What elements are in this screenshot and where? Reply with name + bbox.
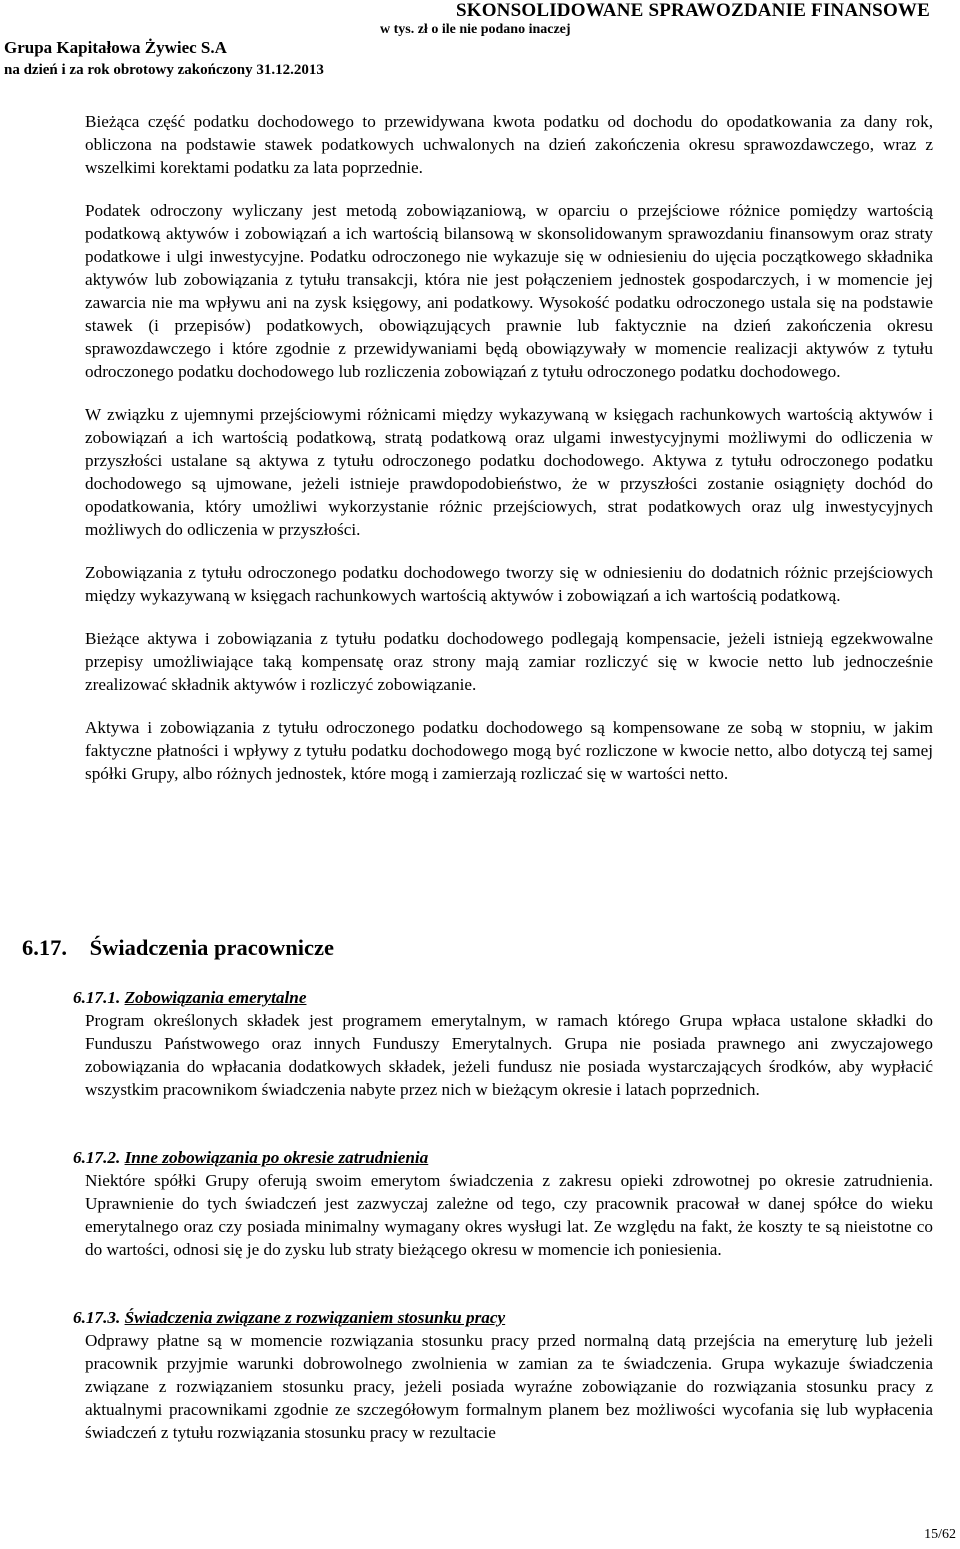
units-note: w tys. zł o ile nie podano inaczej bbox=[380, 22, 571, 37]
paragraph-deferred-tax-liabilities: Zobowiązania z tytułu odroczonego podatku dochodowego tworzy się w odniesieniu do dodatnich różnic przejściowych między wykazywaną w księgach rachunkowych wartością aktywów i zobowiązań a ich wartością podatkową. bbox=[85, 563, 933, 605]
subsection-title: Zobowiązania emerytalne bbox=[124, 988, 307, 1007]
page-number: 15/62 bbox=[924, 1527, 956, 1542]
paragraph-deferred-tax-assets: W związku z ujemnymi przejściowymi różnicami między wykazywaną w księgach rachunkowych wartością aktywów i zobowiązań a ich wartością podatkową, stratą podatkową oraz ulgami inwestycyjnymi możliwymi do odliczenia w przyszłości ustalane są aktywa z tytułu odroczonego podatku dochodowego. Aktywa z tytułu odroczonego podatku dochodowego są ujmowane, jeżeli istnieje prawdopodobieństwo, że w przyszłości zostanie osiągnięty dochód do opodatkowania, który umożliwi wykorzystanie różnic przejściowych, strat podatkowych oraz ulg inwestycyjnych możliwych do odliczenia w przyszłości. bbox=[85, 405, 933, 539]
subsection-heading bbox=[73, 1306, 933, 1329]
report-title: SKONSOLIDOWANE SPRAWOZDANIE FINANSOWE bbox=[455, 0, 930, 21]
subsection-number: 6.17.2. bbox=[73, 1148, 121, 1167]
company-name: Grupa Kapitałowa Żywiec S.A bbox=[4, 38, 227, 57]
paragraph-offsetting-current: Bieżące aktywa i zobowiązania z tytułu podatku dochodowego podlegają kompensacie, jeżeli istnieją egzekwowalne przepisy umożliwiające taką kompensatę oraz strony mają zamiar rozliczyć się w kwocie netto lub jednocześnie zrealizować składnik aktywów i rozliczyć zobowiązanie. bbox=[85, 629, 933, 694]
page-header bbox=[0, 0, 960, 80]
subsection-termination bbox=[73, 1306, 933, 1444]
section-heading bbox=[22, 935, 334, 961]
subsection-number: 6.17.3. bbox=[73, 1308, 121, 1327]
subsection-body: Niektóre spółki Grupy oferują swoim emerytom świadczenia z zakresu opieki zdrowotnej po okresie zatrudnienia. Uprawnienie do tych świadczeń jest zazwyczaj zależne od tego, czy pracownik pracował w danej spółce do wieku emerytalnego oraz czy posiada minimalny wymagany okres wysługi lat. Ze względu na fakt, że koszty te są nieistotne co do wartości, odnosi się je do zysku lub straty bieżącego okresu w momencie ich poniesienia. bbox=[85, 1171, 933, 1259]
paragraph-deferred-tax: Podatek odroczony wyliczany jest metodą zobowiązaniową, w oparciu o przejściowe różnice pomiędzy wartością podatkową aktywów i zobowiązań a ich wartością bilansową w skonsolidowanym sprawozdaniu finansowym oraz straty podatkowe i ulgi inwestycyjne. Podatku odroczonego nie wykazuje się w odniesieniu do ujęcia początkowego składnika aktywów lub zobowiązania z tytułu transakcji, która nie jest połączeniem jednostek gospodarczych, i w momencie jej zawarcia nie ma wpływu ani na zysk księgowy, ani podatkowy. Wysokość podatku odroczonego ustala się na podstawie stawek (i przepisów) podatkowych, obowiązujących prawnie lub faktycznie na dzień zakończenia okresu sprawozdawczego i które zgodnie z przewidywaniami będą obowiązywały w momencie realizacji aktywów z tytułu odroczonego podatku dochodowego lub rozliczenia zobowiązań z tytułu odroczonego podatku dochodowego. bbox=[85, 201, 933, 381]
paragraph-offsetting-deferred: Aktywa i zobowiązania z tytułu odroczonego podatku dochodowego są kompensowane ze sobą w stopniu, w jakim faktyczne płatności i wpływy z tytułu podatku dochodowego mogą być rozliczone w kwocie netto, albo dotyczą tej samej spółki Grupy, albo różnych jednostek, które mogą i zamierzają rozliczać się w wartości netto. bbox=[85, 718, 933, 783]
subsection-title: Inne zobowiązania po okresie zatrudnienia bbox=[124, 1148, 429, 1167]
subsection-body: Program określonych składek jest programem emerytalnym, w ramach którego Grupa wpłaca ustalone składki do Funduszu Państwowego oraz innych Funduszy Emerytalnych. Grupa nie posiada prawnego ani zwyczajowego zobowiązania do wpłacania dodatkowych składek, jeżeli fundusz nie posiada wystarczających środków, aby wypłacić wszystkim pracownikom świadczenia nabyte przez nich w bieżącym okresie i latach poprzednich. bbox=[85, 1011, 933, 1099]
subsection-pension bbox=[73, 986, 933, 1101]
subsection-title: Świadczenia związane z rozwiązaniem stosunku pracy bbox=[124, 1308, 506, 1327]
report-period: na dzień i za rok obrotowy zakończony 31.12.2013 bbox=[4, 62, 324, 78]
subsection-body: Odprawy płatne są w momencie rozwiązania stosunku pracy przed normalną datą przejścia na emeryturę lub jeżeli pracownik przyjmie warunki dobrowolnego zwolnienia w zamian za te świadczenia. Grupa wykazuje świadczenia związane z rozwiązaniem stosunku pracy, jeżeli posiada wyraźne zobowiązanie do rozwiązania stosunku pracy z aktualnymi pracownikami zgodnie ze szczegółowym formalnym planem bez możliwości wycofania się lub wypłacenia świadczeń z tytułu rozwiązania stosunku pracy w rezultacie bbox=[85, 1331, 933, 1442]
paragraph-current-tax: Bieżąca część podatku dochodowego to przewidywana kwota podatku od dochodu do opodatkowania za dany rok, obliczona na podstawie stawek podatkowych uchwalonych na dzień zakończenia okresu sprawozdawczego, wraz z wszelkimi korektami podatku za lata poprzednie. bbox=[85, 112, 933, 177]
section-number: 6.17. bbox=[22, 935, 67, 960]
subsection-heading bbox=[73, 1146, 933, 1169]
body-text bbox=[85, 110, 933, 805]
subsection-post-employment bbox=[73, 1146, 933, 1261]
section-title: Świadczenia pracownicze bbox=[89, 935, 334, 960]
subsection-number: 6.17.1. bbox=[73, 988, 121, 1007]
subsection-heading bbox=[73, 986, 933, 1009]
